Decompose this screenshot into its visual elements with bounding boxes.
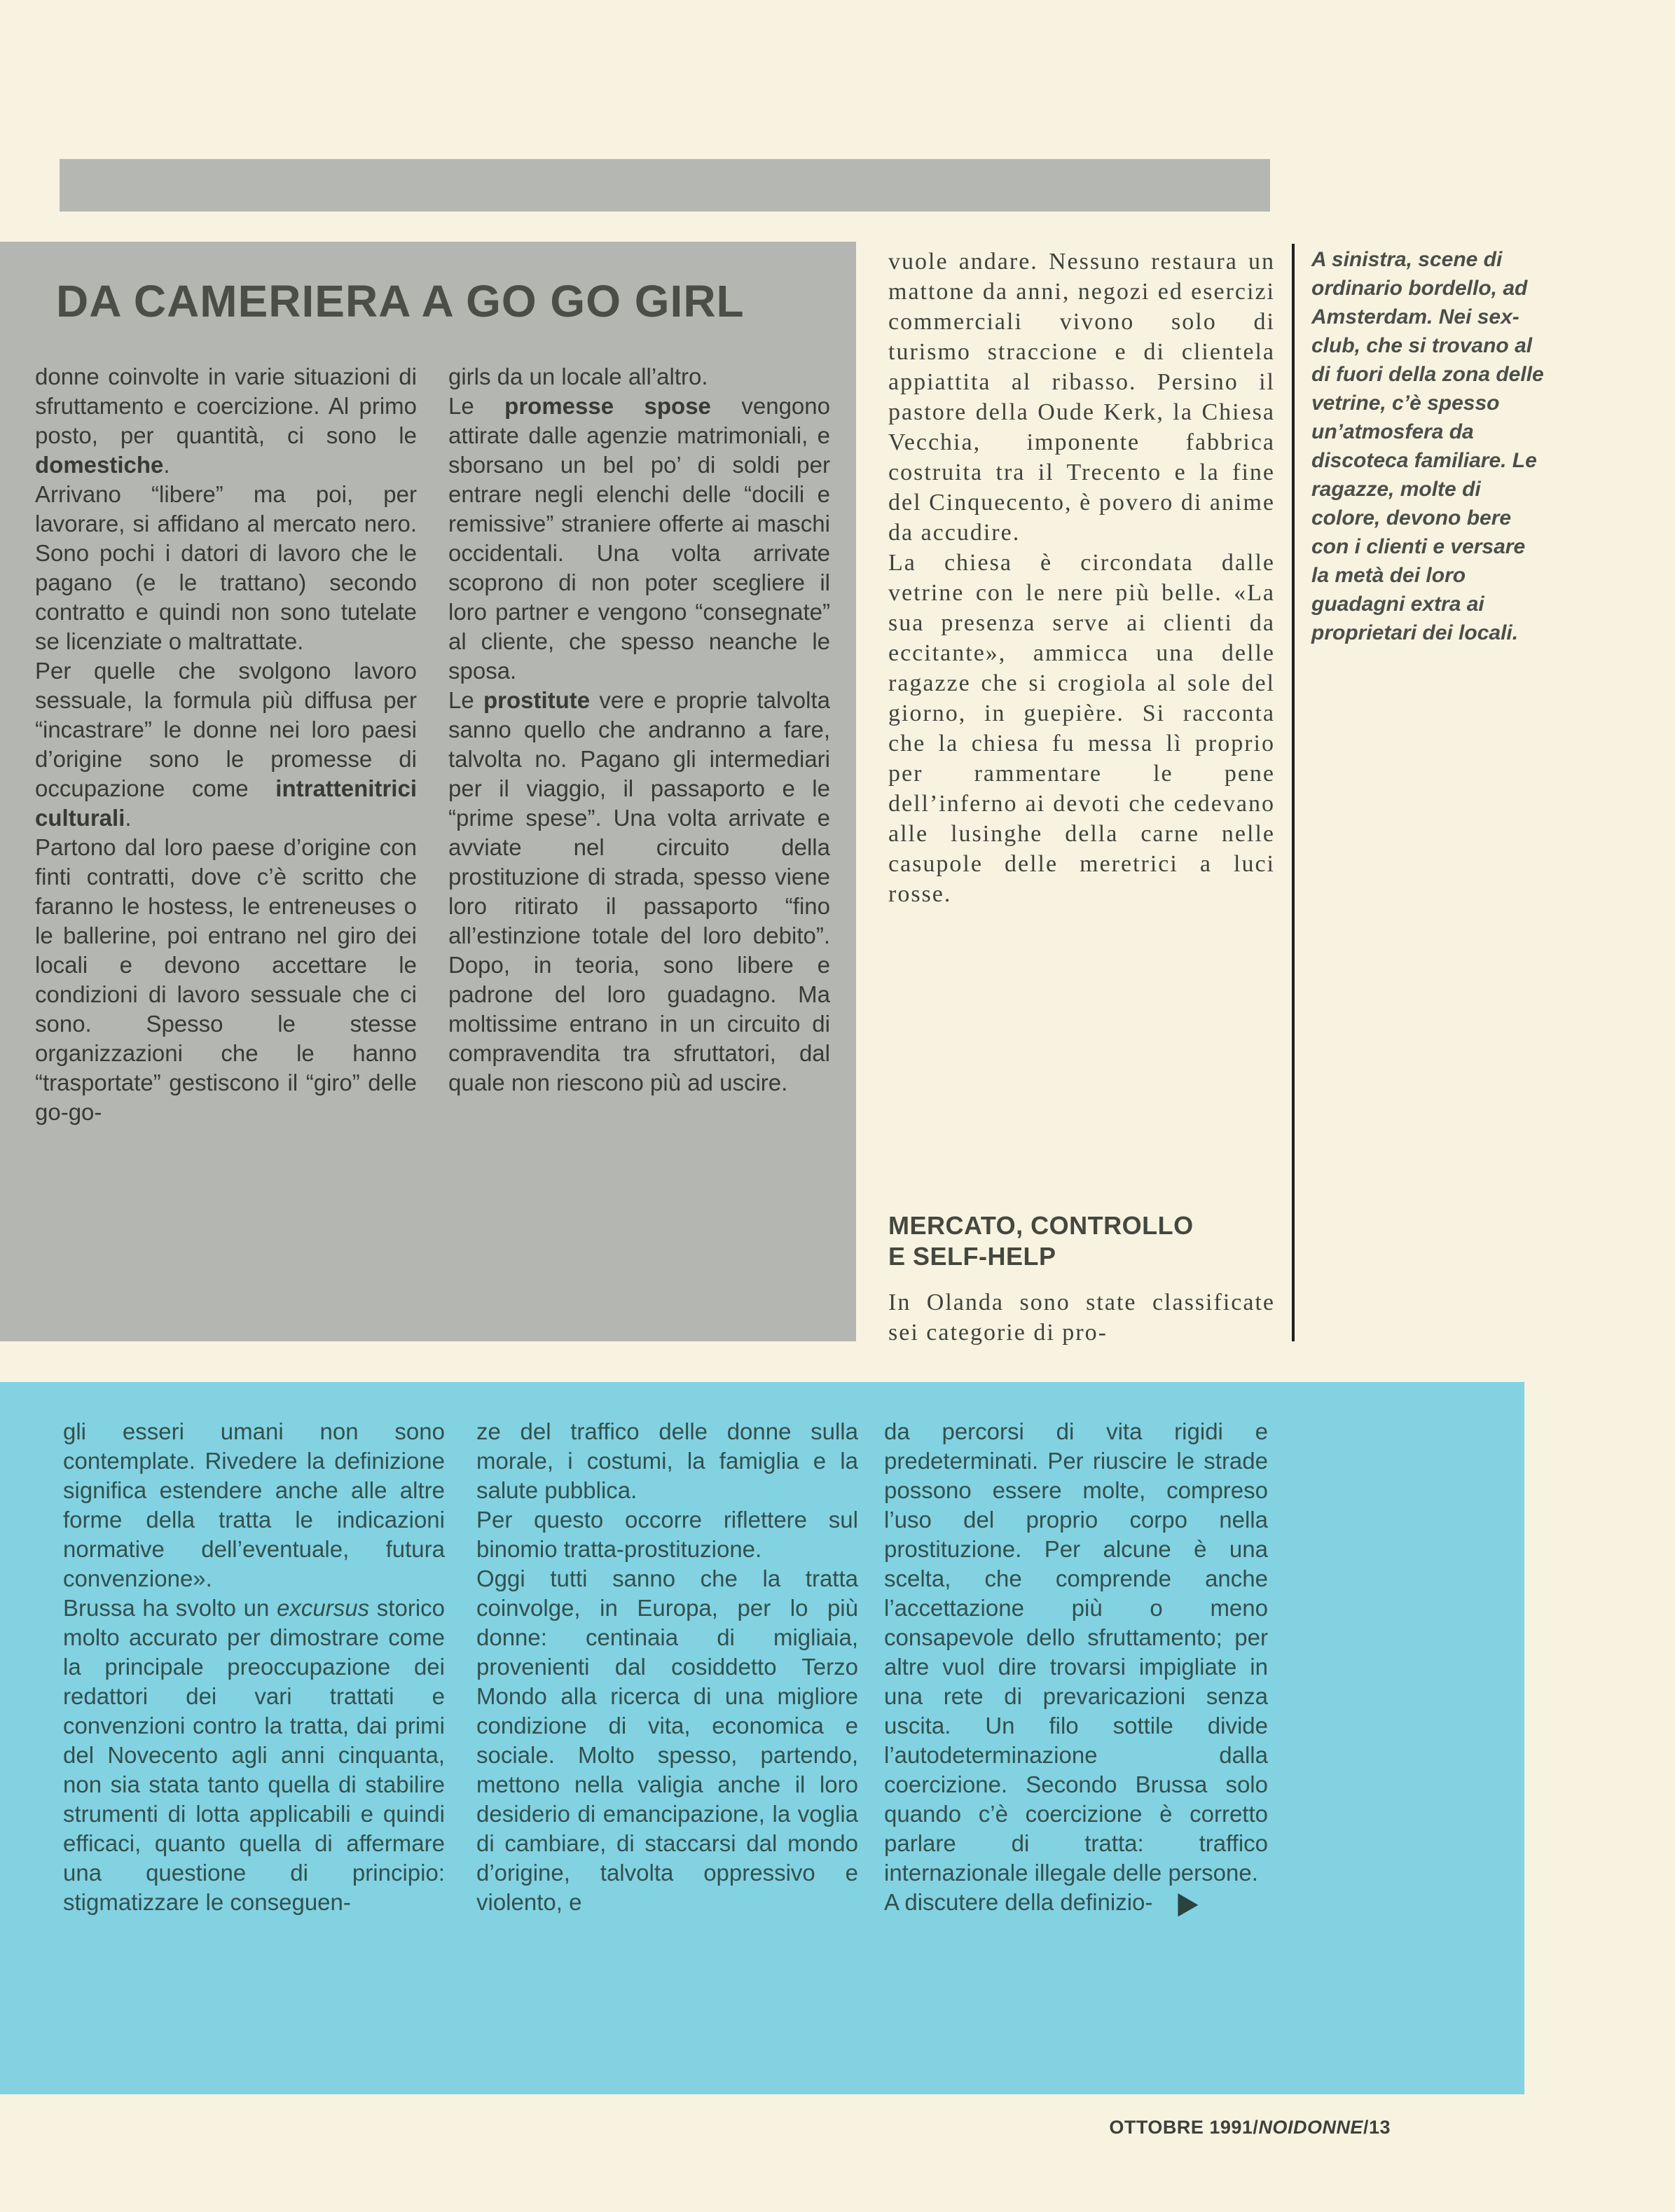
paragraph-text: A discutere della definizio- [884, 1889, 1153, 1915]
paragraph [448, 686, 830, 1098]
paragraph: Arrivano “libere” ma poi, per lavorare, si affidano al mercato nero. Sono pochi i datori di lavoro che le pagano (e le trattano) secondo contratto e quindi non sono tutelate se licenziate o maltrattate. [35, 481, 417, 654]
paragraph [35, 656, 417, 833]
feature-column-2 [448, 362, 830, 1098]
feature-article-box [0, 242, 856, 1341]
paragraph: Oggi tutti sanno che la tratta coinvolge, in Europa, per lo più donne: centinaia di migliaia, provenienti dal cosiddetto Terzo Mondo alla ricerca di una migliore condizione di vita, economica e sociale. Molto spesso, partendo, mettono nella valigia anche il loro desiderio di emancipazione, la voglia di cambiare, di staccarsi dal mondo d’origine, talvolta oppressivo e violento, e [476, 1565, 858, 1915]
cyan-column-2 [476, 1417, 858, 1917]
footer-magazine-name: NOIDONNE [1258, 2117, 1363, 2138]
paragraph: La chiesa è circondata dalle vetrine con le nere più belle. «La sua presenza serve ai clienti da eccitante», ammicca una delle ragazze che si crogiola al sole del giorno, in guepière. Si racconta che la chiesa fu messa lì proprio per rammentare le pene dell’inferno ai devoti che cedevano alle lusinghe della carne nelle casupole delle meretrici a luci rosse. [888, 550, 1275, 907]
paragraph-text: . [163, 452, 170, 478]
paragraph-text: Per quelle che svolgono lavoro sessuale, la formula più diffusa per “incastrare” le donne nei loro paesi d’origine sono le promesse di occupazione come [35, 658, 417, 801]
section-heading-line: MERCATO, CONTROLLO [888, 1211, 1194, 1240]
paragraph: vuole andare. Nessuno restaura un mattone da anni, negozi ed esercizi commerciali vivono solo di turismo straccione e di clientela appiattita al ribasso. Persino il pastore della Oude Kerk, la Chiesa Vecchia, imponente fabbrica costruita tra il Trecento e la fine del Cinquecento, è povero di anime da accudire. [888, 249, 1275, 546]
paragraph-text: donne coinvolte in varie situazioni di sfruttamento e coercizione. Al primo posto, per quantità, ci sono le [35, 364, 417, 448]
paragraph [448, 392, 830, 686]
section-heading [888, 1210, 1275, 1272]
page-footer [841, 2117, 1391, 2138]
paragraph-text: storico molto accurato per dimostrare come la principale preoccupazione dei redattori dei vari trattati e convenzioni contro la tratta, dai primi del Novecento agli anni cinquanta, non sia stata tanto quella di stabilire strumenti di lotta applicabili e quindi efficaci, quanto quella di affermare una questione di principio: stigmatizzare le conseguen- [63, 1595, 446, 1915]
paragraph: gli esseri umani non sono contemplate. Rivedere la definizione significa estendere anche alle altre forme della tratta le indicazioni normative dell’eventuale, futura convenzione». [63, 1418, 445, 1591]
article-title: DA CAMERIERA A GO GO GIRL [56, 276, 745, 326]
section-heading-line: E SELF-HELP [888, 1242, 1056, 1271]
bold-keyword: domestiche [35, 452, 164, 478]
serif-column-upper [888, 247, 1275, 909]
column-divider-rule [1292, 244, 1295, 1341]
footer-page-number: /13 [1363, 2117, 1391, 2138]
paragraph [35, 362, 417, 480]
cyan-column-3 [884, 1417, 1268, 1921]
paragraph-text: Le [448, 687, 483, 713]
italic-term: excursus [277, 1595, 370, 1621]
paragraph: In Olanda sono state classificate sei categorie di pro- [888, 1290, 1275, 1346]
paragraph-text: vere e proprie talvolta sanno quello che andranno a fare, talvolta no. Pagano gli intermediari per il viaggio, il passaporto e le “prime spese”. Una volta arrivate e avviate nel circuito della prostituzione di strada, spesso viene loro ritirato il passaporto “fino all’estinzione totale del loro debito”. Dopo, in teoria, sono libere e padrone del loro guadagno. Ma moltissime entrano in un circuito di compravendita tra sfruttatori, dal quale non riescono più ad uscire. [448, 687, 830, 1095]
paragraph: da percorsi di vita rigidi e predeterminati. Per riuscire le strade possono essere molte, compreso l’uso del proprio corpo nella prostituzione. Per alcune è una scelta, che comprende anche l’accettazione più o meno consapevole dello sfruttamento; per altre vuol dire trovarsi impigliate in una rete di prevaricazioni senza uscita. Un filo sottile divide l’autodeterminazione dalla coercizione. Secondo Brussa solo quando c’è coercizione è corretto parlare di tratta: traffico internazionale illegale delle persone. [884, 1418, 1268, 1886]
paragraph [884, 1886, 1268, 1921]
bold-keyword: promesse spose [504, 393, 711, 419]
feature-column-1 [35, 362, 417, 1127]
photo-caption: A sinistra, scene di ordinario bordello, ad Amsterdam. Nei sex-club, che si trovano al di fuori della zona delle vetrine, c’è spesso un’atmosfera da discoteca familiare. Le ragazze, molte di colore, devono bere con i clienti e versare la metà dei loro guadagni extra ai proprietari dei locali. [1311, 248, 1544, 644]
bold-keyword: prostitute [483, 687, 591, 713]
continuation-arrow-icon: ▶ [1178, 1886, 1199, 1921]
paragraph: ze del traffico delle donne sulla morale, i costumi, la famiglia e la salute pubblica. [476, 1418, 858, 1503]
bold-keyword: intrattenitrici culturali [35, 775, 417, 831]
paragraph: Per questo occorre riflettere sul binomio tratta-prostituzione. [476, 1507, 858, 1562]
paragraph-text: . [125, 805, 132, 831]
top-divider-bar [60, 159, 1270, 212]
footer-issue: OTTOBRE 1991/ [1109, 2117, 1259, 2138]
paragraph [63, 1594, 445, 1917]
paragraph: Partono dal loro paese d’origine con finti contratti, dove c’è scritto che faranno le hostess, le entreneuses o le ballerine, poi entrano nel giro dei locali e devono accettare le condizioni di lavoro sessuale che ci sono. Spesso le stesse organizzazioni che le hanno “trasportate” gestiscono il “giro” delle go-go- [35, 834, 417, 1125]
paragraph-text: Brussa ha svolto un [63, 1595, 277, 1621]
paragraph-text: vengono attirate dalle agenzie matrimoniali, e sborsano un bel po’ di soldi per entrare negli elenchi delle “docili e remissive” straniere offerte ai maschi occidentali. Una volta arrivate scoprono di non poter scegliere il loro partner e vengono “consegnate” al cliente, che spesso neanche le sposa. [448, 393, 830, 684]
serif-column-lower [888, 1287, 1275, 1348]
cyan-column-1 [63, 1417, 445, 1917]
paragraph: girls da un locale all’altro. [448, 364, 708, 389]
cyan-article-box [0, 1382, 1524, 2094]
paragraph-text: Le [448, 393, 505, 419]
